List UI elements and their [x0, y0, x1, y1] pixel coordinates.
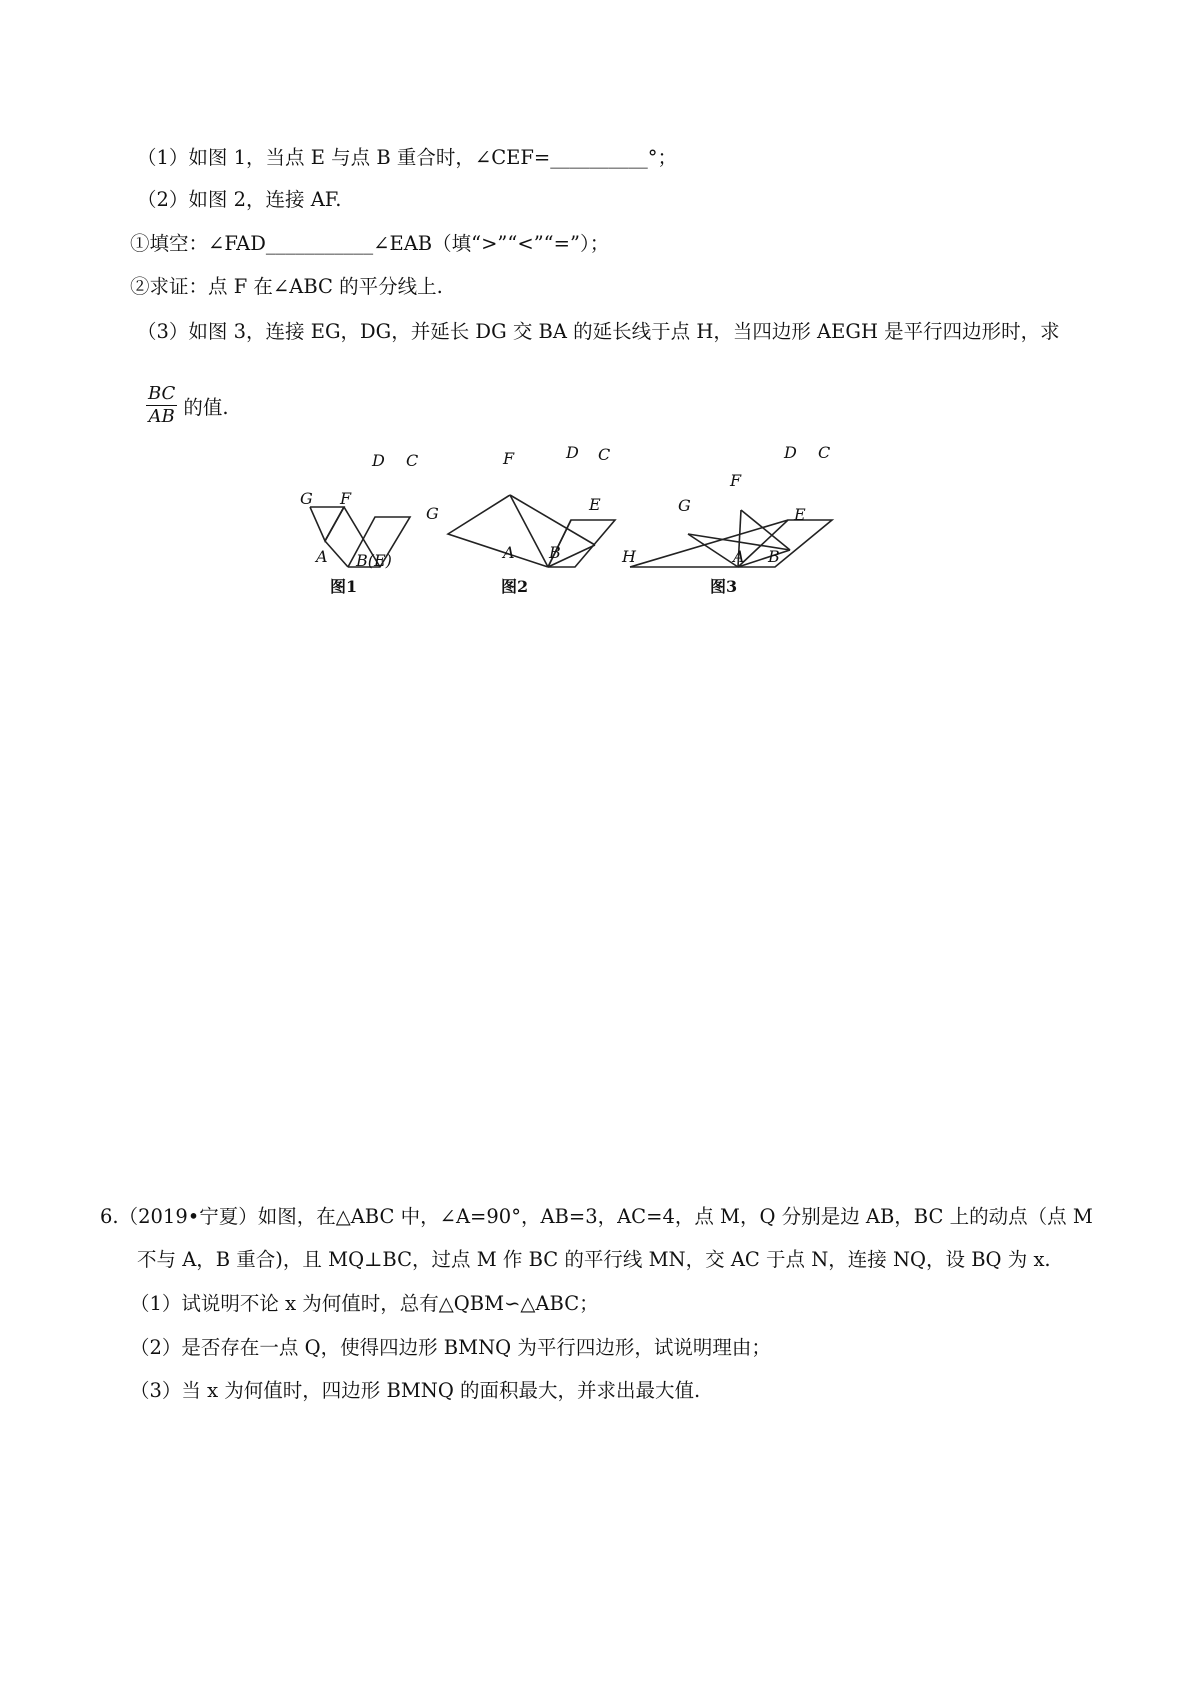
fig3-line-ga: [688, 534, 738, 567]
fig3-caption: 图3: [710, 577, 738, 596]
part2-text: （2）如图 2，连接 AF.: [137, 188, 342, 211]
fig2-caption: 图2: [501, 577, 529, 596]
q6-sub1: （1）试说明不论 x 为何值时，总有△QBM∽△ABC；: [130, 1292, 599, 1315]
fig2-label-e: E: [589, 495, 601, 514]
fig1-line-fa: [325, 507, 344, 541]
fig1-label-f: F: [340, 489, 352, 508]
figures-svg: [300, 440, 920, 650]
fig3-label-c: C: [818, 443, 831, 462]
ratio-tail: 的值.: [183, 395, 229, 419]
fig2-label-d: D: [566, 443, 579, 462]
fig3-label-g: G: [678, 496, 691, 515]
fig2-label-f: F: [503, 449, 515, 468]
q6-line1: 6.（2019•宁夏）如图，在△ABC 中，∠A=90°，AB=3，AC=4，点 M，Q 分别是边 AB，BC 上的动点（点 M: [100, 1205, 1093, 1228]
fig2-label-c: C: [598, 445, 611, 464]
fig3-line-hd: [630, 520, 788, 567]
fig3-label-h: H: [622, 547, 636, 566]
q6-sub2: （2）是否存在一点 Q，使得四边形 BMNQ 为平行四边形，试说明理由；: [130, 1336, 771, 1359]
fig1-caption: 图1: [330, 577, 358, 596]
fig2-label-b: B: [549, 543, 561, 562]
fraction-numerator: BC: [148, 383, 176, 404]
fig2-triangle-side: [448, 495, 548, 567]
figure-1-labels: [300, 451, 418, 570]
fig3-label-b: B: [768, 547, 780, 566]
q6-line2: 不与 A，B 重合)，且 MQ⊥BC，过点 M 作 BC 的平行线 MN，交 AC 于点 N，连接 NQ，设 BQ 为 x.: [137, 1248, 1051, 1271]
prove-text: ②求证：点 F 在∠ABC 的平分线上.: [130, 275, 443, 298]
figure-2-labels: [426, 443, 610, 562]
part3-text: （3）如图 3，连接 EG，DG，并延长 DG 交 BA 的延长线于点 H，当四边形 AEGH 是平行四边形时，求: [137, 320, 1060, 343]
q6-sub3: （3）当 x 为何值时，四边形 BMNQ 的面积最大，并求出最大值.: [130, 1379, 701, 1402]
fig1-label-be: B(E): [356, 551, 392, 570]
fig3-label-d: D: [784, 443, 797, 462]
fig3-label-e: E: [794, 505, 806, 524]
fig1-label-a: A: [316, 547, 328, 566]
fill-blank-text: ①填空：∠FAD___________∠EAB（填“>”“<”“=”）；: [130, 232, 610, 255]
fig3-label-a: A: [733, 547, 745, 566]
fig2-label-a: A: [503, 543, 515, 562]
fraction-denominator: AB: [148, 406, 175, 427]
fig1-label-d: D: [372, 451, 385, 470]
fig3-line-ae: [738, 550, 790, 567]
fraction: [146, 383, 177, 428]
fig1-line-ag: [325, 541, 348, 567]
fig2-label-g: G: [426, 504, 439, 523]
fig1-label-c: C: [406, 451, 419, 470]
fig3-label-f: F: [730, 471, 742, 490]
fig1-label-g: G: [300, 489, 313, 508]
part1-text: （1）如图 1，当点 E 与点 B 重合时，∠CEF=__________°；: [137, 146, 677, 169]
ratio-expression: [146, 383, 229, 428]
figures-row: [300, 440, 920, 650]
